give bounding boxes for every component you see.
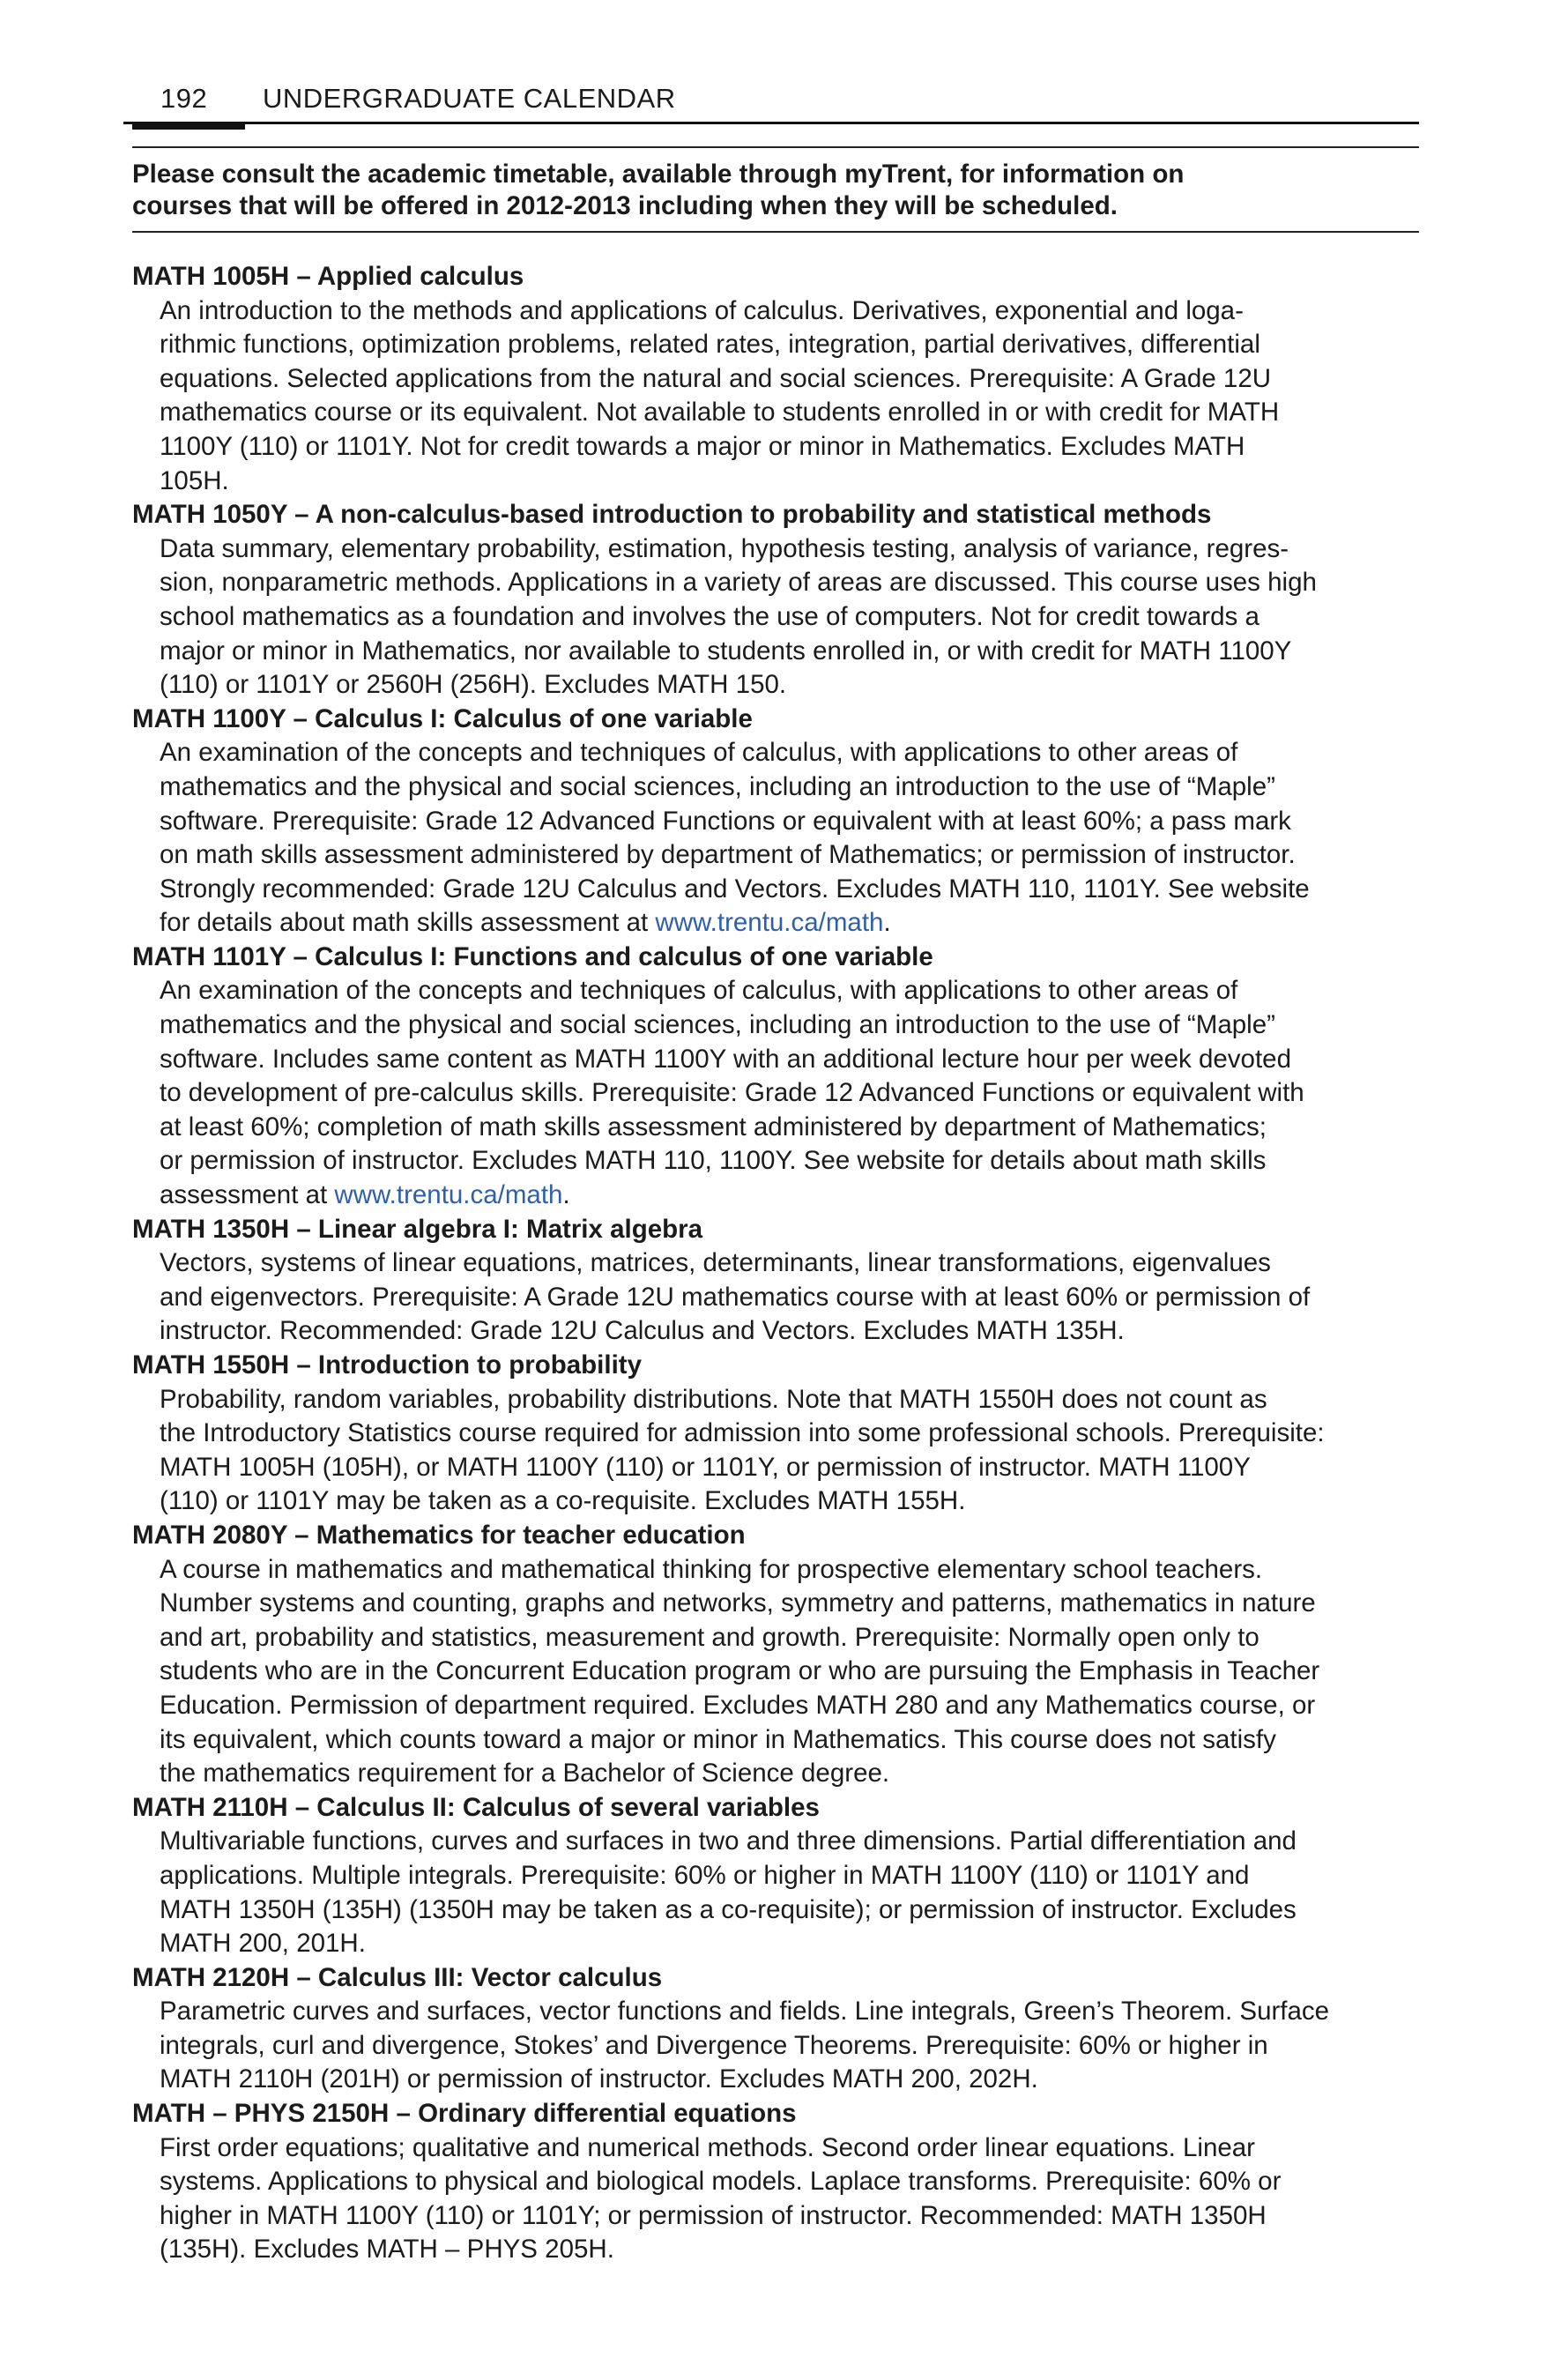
description-line: its equivalent, which counts toward a major or minor in Mathematics. This course does not satisfy xyxy=(160,1724,1276,1754)
running-title: UNDERGRADUATE CALENDAR xyxy=(263,83,676,114)
description-line: school mathematics as a foundation and involves the use of computers. Not for credit towards a xyxy=(160,601,1259,631)
description-line: at least 60%; completion of math skills assessment administered by department of Mathematics; xyxy=(160,1112,1267,1142)
course-title: MATH 2120H – Calculus III: Vector calculus xyxy=(132,1962,663,1992)
description-line: An examination of the concepts and techniques of calculus, with applications to other areas of xyxy=(160,976,1238,1006)
course-title: MATH 1050Y – A non-calculus-based introduction to probability and statistical methods xyxy=(132,500,1212,530)
course-title: MATH 2080Y – Mathematics for teacher education xyxy=(132,1520,746,1550)
notice-top-rule xyxy=(132,146,1419,148)
description-line: major or minor in Mathematics, nor available to students enrolled in, or with credit for MATH 1100Y xyxy=(160,636,1292,666)
course-title: MATH 1100Y – Calculus I: Calculus of one variable xyxy=(132,703,753,733)
description-line: mathematics and the physical and social sciences, including an introduction to the use of “Maple” xyxy=(160,771,1275,801)
course-entry xyxy=(132,1349,1423,1519)
description-line: applications. Multiple integrals. Prerequisite: 60% or higher in MATH 1100Y (110) or 1101Y and xyxy=(160,1860,1250,1890)
description-line: instructor. Recommended: Grade 12U Calculus and Vectors. Excludes MATH 135H. xyxy=(160,1316,1125,1346)
course-entry xyxy=(132,941,1423,1213)
course-entry xyxy=(132,703,1423,941)
course-title: MATH 1350H – Linear algebra I: Matrix algebra xyxy=(132,1214,703,1244)
description-line: An introduction to the methods and applications of calculus. Derivatives, exponential and loga- xyxy=(160,295,1244,325)
description-line: to development of pre-calculus skills. Prerequisite: Grade 12 Advanced Functions or equivalent with xyxy=(160,1078,1304,1108)
description-line: MATH 2110H (201H) or permission of instructor. Excludes MATH 200, 202H. xyxy=(160,2064,1038,2094)
notice-line: Please consult the academic timetable, available through myTrent, for information on xyxy=(132,160,1185,189)
course-entry xyxy=(132,1213,1423,1349)
course-title: MATH 1101Y – Calculus I: Functions and calculus of one variable xyxy=(132,941,933,971)
description-line: the mathematics requirement for a Bachelor of Science degree. xyxy=(160,1759,890,1789)
description-line: Number systems and counting, graphs and networks, symmetry and patterns, mathematics in nature xyxy=(160,1588,1316,1618)
description-line: sion, nonparametric methods. Applications in a variety of areas are discussed. This course uses high xyxy=(160,568,1317,598)
course-description xyxy=(160,1995,1423,2097)
description-line: students who are in the Concurrent Education program or who are pursuing the Emphasis in Teacher xyxy=(160,1656,1320,1686)
description-line: mathematics and the physical and social sciences, including an introduction to the use of “Maple” xyxy=(160,1010,1275,1040)
description-line: Multivariable functions, curves and surfaces in two and three dimensions. Partial differentiation and xyxy=(160,1826,1297,1856)
course-entry xyxy=(132,260,1423,498)
course-description xyxy=(160,1553,1423,1791)
description-line: (110) or 1101Y may be taken as a co-requisite. Excludes MATH 155H. xyxy=(160,1486,966,1516)
description-line: or permission of instructor. Excludes MATH 110, 1100Y. See website for details about math skills xyxy=(160,1146,1267,1176)
description-line: software. Includes same content as MATH 1100Y with an additional lecture hour per week devoted xyxy=(160,1044,1291,1074)
math-website-link[interactable]: www.trentu.ca/math xyxy=(655,908,884,938)
course-description xyxy=(160,532,1423,703)
page-number: 192 xyxy=(160,83,208,114)
description-text: for details about math skills assessment at xyxy=(160,908,656,938)
course-entry xyxy=(132,1519,1423,1791)
course-entry xyxy=(132,498,1423,703)
course-description xyxy=(160,2131,1423,2267)
description-line: (110) or 1101Y or 2560H (256H). Excludes MATH 150. xyxy=(160,670,787,700)
math-website-link[interactable]: www.trentu.ca/math xyxy=(334,1180,563,1210)
description-line: and eigenvectors. Prerequisite: A Grade 12U mathematics course with at least 60% or permission of xyxy=(160,1282,1311,1312)
description-line: rithmic functions, optimization problems, related rates, integration, partial derivatives, differential xyxy=(160,330,1260,360)
description-line: (135H). Excludes MATH – PHYS 205H. xyxy=(160,2235,614,2265)
description-line: MATH 200, 201H. xyxy=(160,1929,366,1959)
description-line: A course in mathematics and mathematical thinking for prospective elementary school teachers. xyxy=(160,1554,1263,1584)
course-description xyxy=(160,974,1423,1212)
course-entry xyxy=(132,1961,1423,2097)
description-line: 1100Y (110) or 1101Y. Not for credit towards a major or minor in Mathematics. Excludes MATH xyxy=(160,431,1245,461)
course-entry xyxy=(132,1791,1423,1961)
description-line: on math skills assessment administered by department of Mathematics; or permission of instructor. xyxy=(160,840,1296,870)
header-tab-marker xyxy=(132,122,245,130)
course-description xyxy=(160,294,1423,499)
page-header xyxy=(123,83,1419,132)
course-description xyxy=(160,1383,1423,1519)
description-line: Strongly recommended: Grade 12U Calculus and Vectors. Excludes MATH 110, 1101Y. See website xyxy=(160,874,1310,904)
description-line: Education. Permission of department required. Excludes MATH 280 and any Mathematics course, or xyxy=(160,1690,1316,1720)
description-line: higher in MATH 1100Y (110) or 1101Y; or permission of instructor. Recommended: MATH 1350H xyxy=(160,2200,1267,2230)
description-line: Vectors, systems of linear equations, matrices, determinants, linear transformations, eigenvalues xyxy=(160,1248,1271,1278)
course-entry xyxy=(132,2097,1423,2267)
description-line: MATH 1005H (105H), or MATH 1100Y (110) or 1101Y, or permission of instructor. MATH 1100Y xyxy=(160,1452,1251,1482)
course-title: MATH 2110H – Calculus II: Calculus of several variables xyxy=(132,1792,820,1822)
description-line xyxy=(160,1179,1423,1213)
course-list xyxy=(132,260,1423,2267)
description-line: MATH 1350H (135H) (1350H may be taken as a co-requisite); or permission of instructor. Excludes xyxy=(160,1894,1297,1924)
description-line: systems. Applications to physical and biological models. Laplace transforms. Prerequisite: 60% or xyxy=(160,2167,1282,2197)
description-line: the Introductory Statistics course required for admission into some professional schools. Prerequisite: xyxy=(160,1418,1325,1448)
description-line: First order equations; qualitative and numerical methods. Second order linear equations. Linear xyxy=(160,2132,1255,2162)
description-line: Data summary, elementary probability, estimation, hypothesis testing, analysis of variance, regres- xyxy=(160,533,1289,563)
description-text: . xyxy=(562,1180,570,1210)
course-description xyxy=(160,1246,1423,1349)
course-description xyxy=(160,736,1423,941)
description-line xyxy=(160,906,1423,941)
course-title: MATH – PHYS 2150H – Ordinary differential equations xyxy=(132,2099,797,2129)
notice-line: courses that will be offered in 2012-2013 including when they will be scheduled. xyxy=(132,191,1118,220)
description-line: equations. Selected applications from the natural and social sciences. Prerequisite: A Grade 12U xyxy=(160,363,1272,393)
description-line: Parametric curves and surfaces, vector functions and fields. Line integrals, Green’s Theorem. Surface xyxy=(160,1997,1330,2027)
course-description xyxy=(160,1825,1423,1960)
description-line: 105H. xyxy=(160,465,229,495)
description-line: mathematics course or its equivalent. Not available to students enrolled in or with credit for MATH xyxy=(160,398,1280,428)
header-rule xyxy=(123,122,1419,124)
description-line: software. Prerequisite: Grade 12 Advanced Functions or equivalent with at least 60%; a pass mark xyxy=(160,806,1291,836)
notice-bottom-rule xyxy=(132,231,1419,233)
description-line: An examination of the concepts and techniques of calculus, with applications to other areas of xyxy=(160,738,1238,768)
description-text: . xyxy=(883,908,891,938)
description-line: integrals, curl and divergence, Stokes’ and Divergence Theorems. Prerequisite: 60% or higher in xyxy=(160,2030,1268,2060)
course-title: MATH 1550H – Introduction to probability xyxy=(132,1350,643,1380)
description-line: and art, probability and statistics, measurement and growth. Prerequisite: Normally open only to xyxy=(160,1622,1259,1652)
course-title: MATH 1005H – Applied calculus xyxy=(132,262,524,291)
description-text: assessment at xyxy=(160,1180,335,1210)
timetable-notice xyxy=(132,159,1419,222)
description-line: Probability, random variables, probability distributions. Note that MATH 1550H does not count as xyxy=(160,1384,1267,1414)
